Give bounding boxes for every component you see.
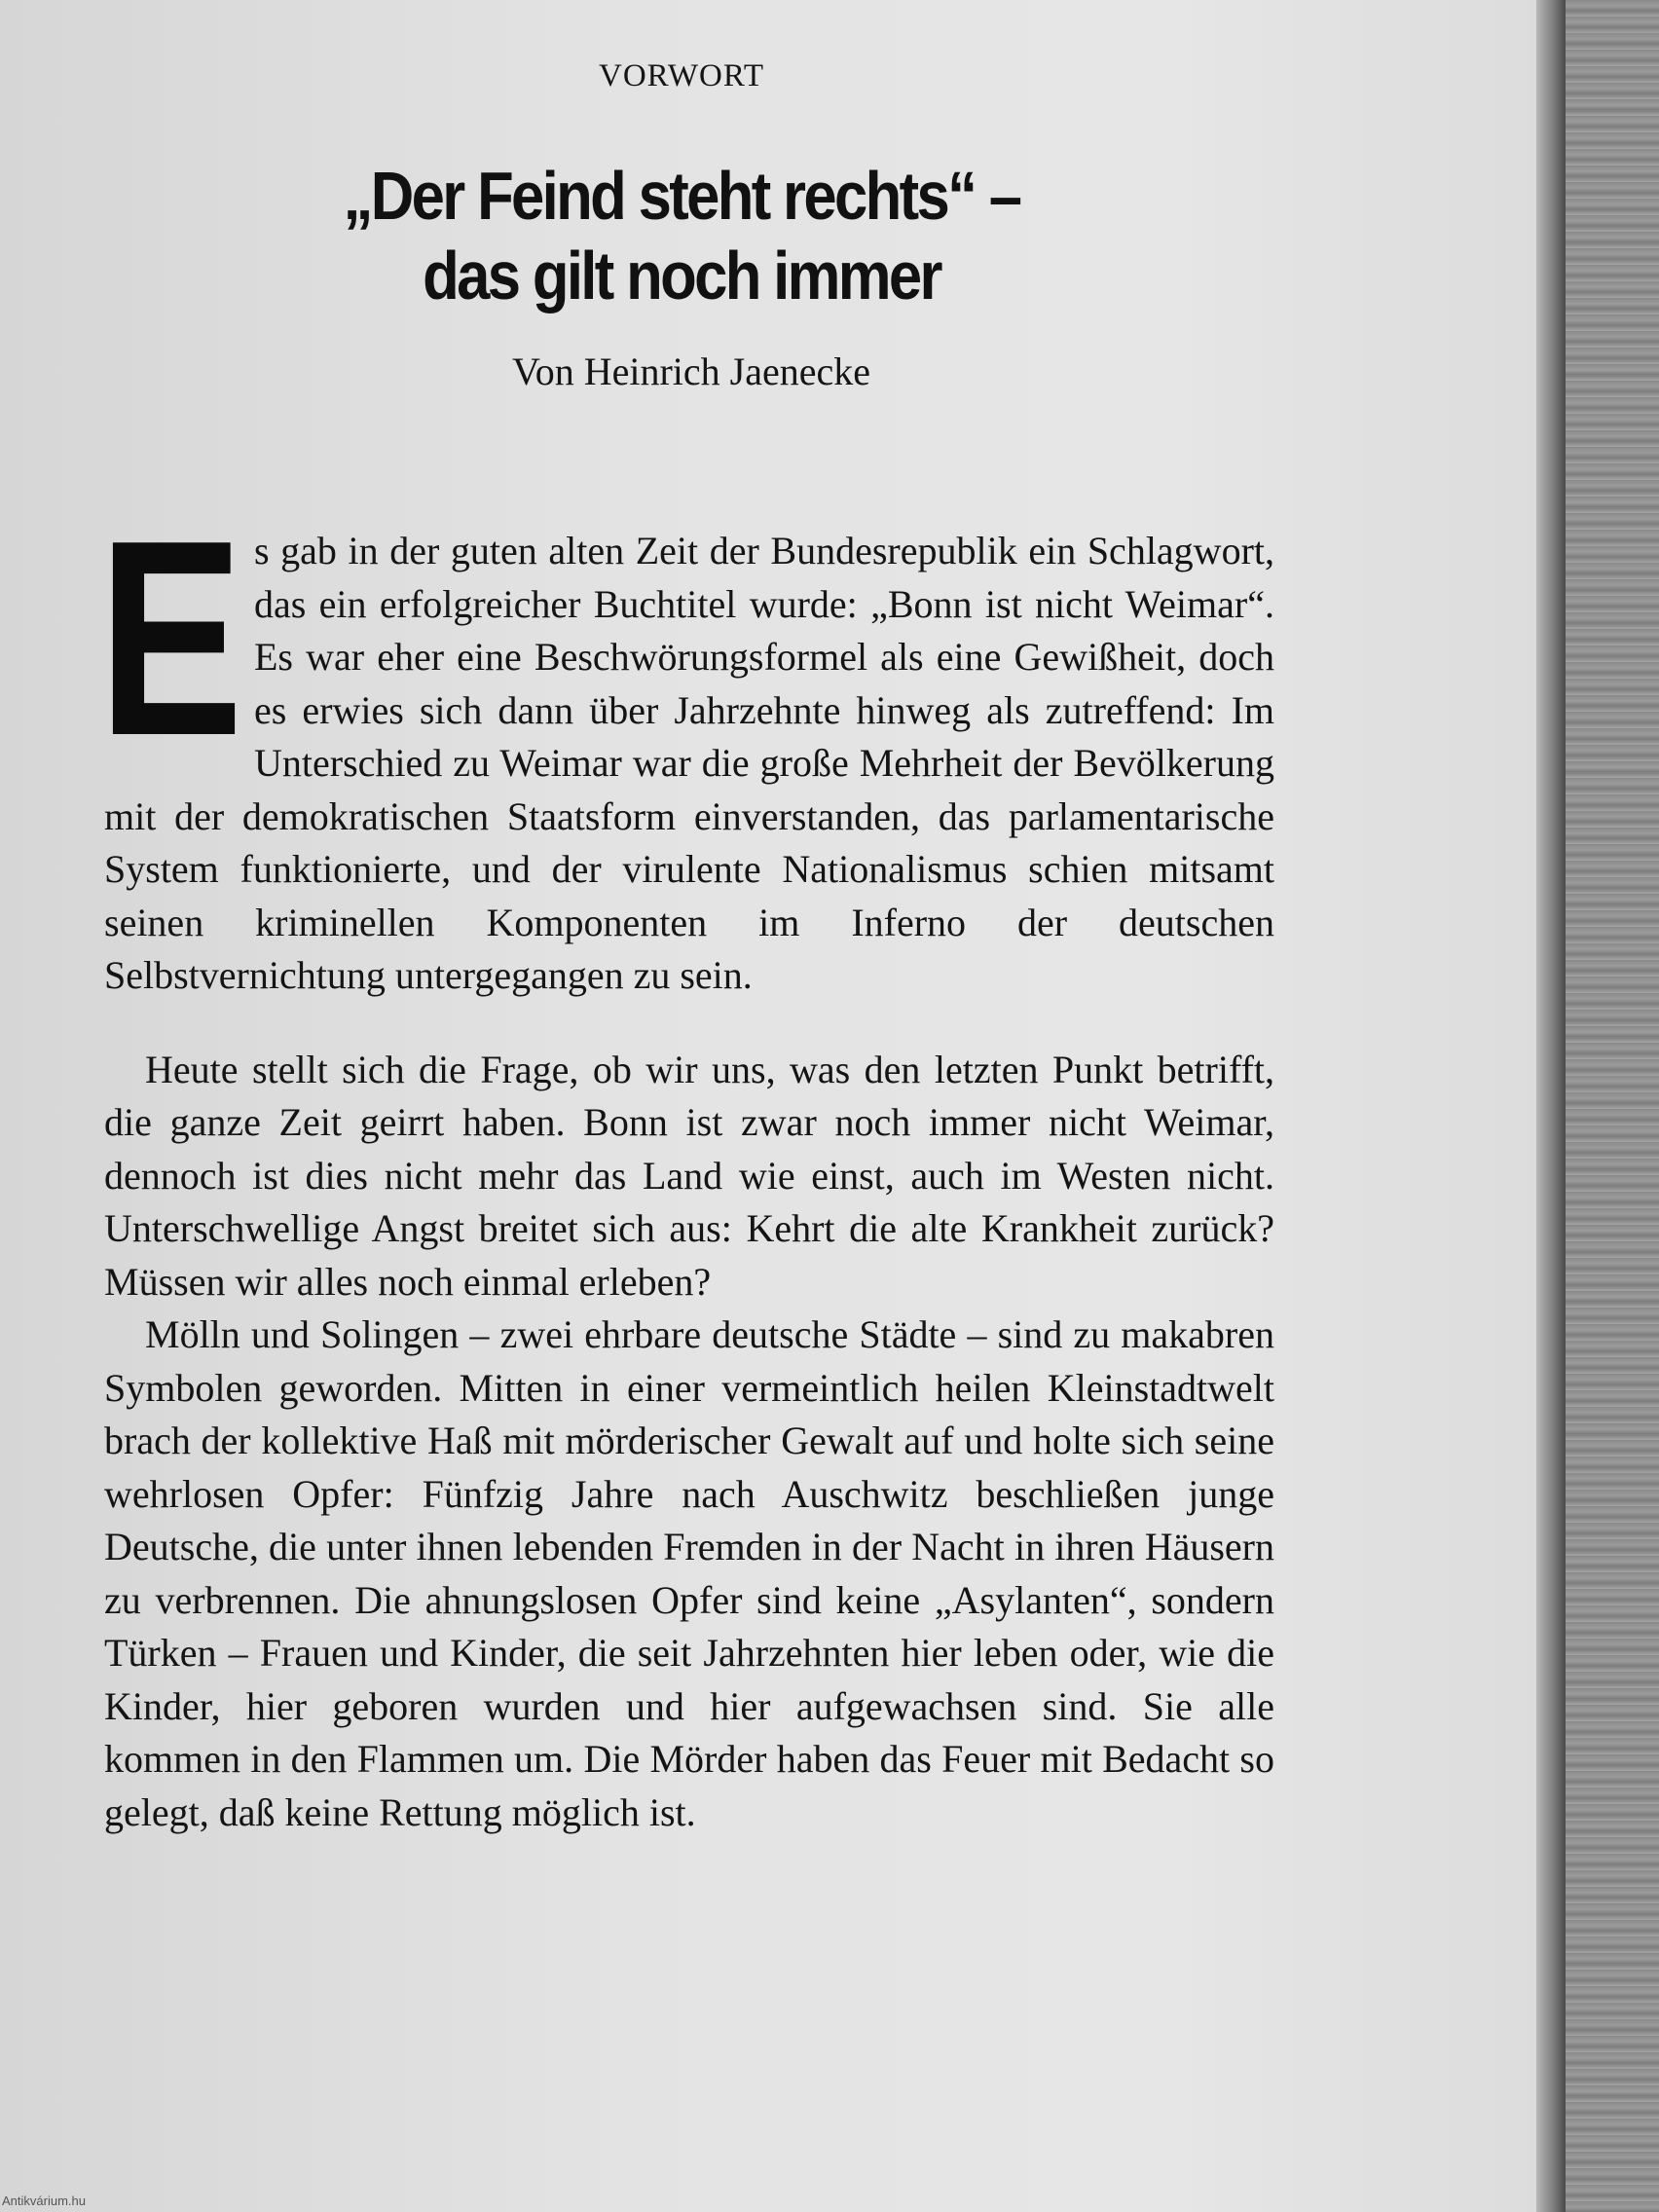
page-edge <box>1536 0 1566 2212</box>
watermark: Antikvárium.hu <box>2 2194 86 2208</box>
headline-line-2: das gilt noch immer <box>423 238 940 313</box>
background-surface <box>1566 0 1659 2212</box>
chapter-headline <box>82 156 1281 315</box>
drop-cap: E <box>98 482 243 793</box>
paragraph-1 <box>98 482 1274 1003</box>
headline-line-1: „Der Feind steht rechts“ – <box>343 158 1020 234</box>
body-text <box>98 482 1274 1839</box>
running-head: VORWORT <box>598 58 765 93</box>
author-byline: Von Heinrich Jaenecke <box>511 350 870 393</box>
paragraph-3: Mölln und Solingen – zwei ehrbare deutsche Städte – sind zu makabren Symbolen geworden. Mitten in einer vermeintlich heilen Kleinstadtwelt brach der kollektive Haß mit mörderischer Gewalt auf und holte sich seine wehrlosen Opfer: Fünfzig Jahre nach Auschwitz beschließen junge Deutsche, die unter ihnen lebenden Fremden in der Nacht in ihren Häusern zu verbrennen. Die ahnungslosen Opfer sind keine „Asylanten“, sondern Türken – Frauen und Kinder, die seit Jahrzehnten hier leben oder, wie die Kinder, hier geboren wurden und hier aufgewachsen sind. Sie alle kommen in den Flammen um. Die Mörder haben das Feuer mit Bedacht so gelegt, daß keine Rettung möglich ist. <box>104 1312 1274 1834</box>
paragraph-1-text: s gab in der guten alten Zeit der Bundesrepublik ein Schlagwort, das ein erfolgreicher Buchtitel wurde: „Bonn ist nicht Weimar“. Es war eher eine Beschwörungsformel als eine Gewißheit, doch es erwies sich dann über Jahrzehnte hinweg als zutreffend: Im Unterschied zu Weimar war die große Mehrheit der Bevölkerung mit der demokratischen Staatsform einverstanden, das parlamentarische System funktionierte, und der virulente Nationalismus schien mitsamt seinen kriminellen Komponenten im Inferno der deutschen Selbstvernichtung untergegangen zu sein. <box>104 529 1274 997</box>
paragraph-2: Heute stellt sich die Frage, ob wir uns, was den letzten Punkt betrifft, die ganze Zeit geirrt haben. Bonn ist zwar noch immer nicht Weimar, dennoch ist dies nicht mehr das Land wie einst, auch im Westen nicht. Unterschwellige Angst breitet sich aus: Kehrt die alte Krankheit zurück? Müssen wir alles noch einmal erleben? <box>104 1047 1274 1304</box>
